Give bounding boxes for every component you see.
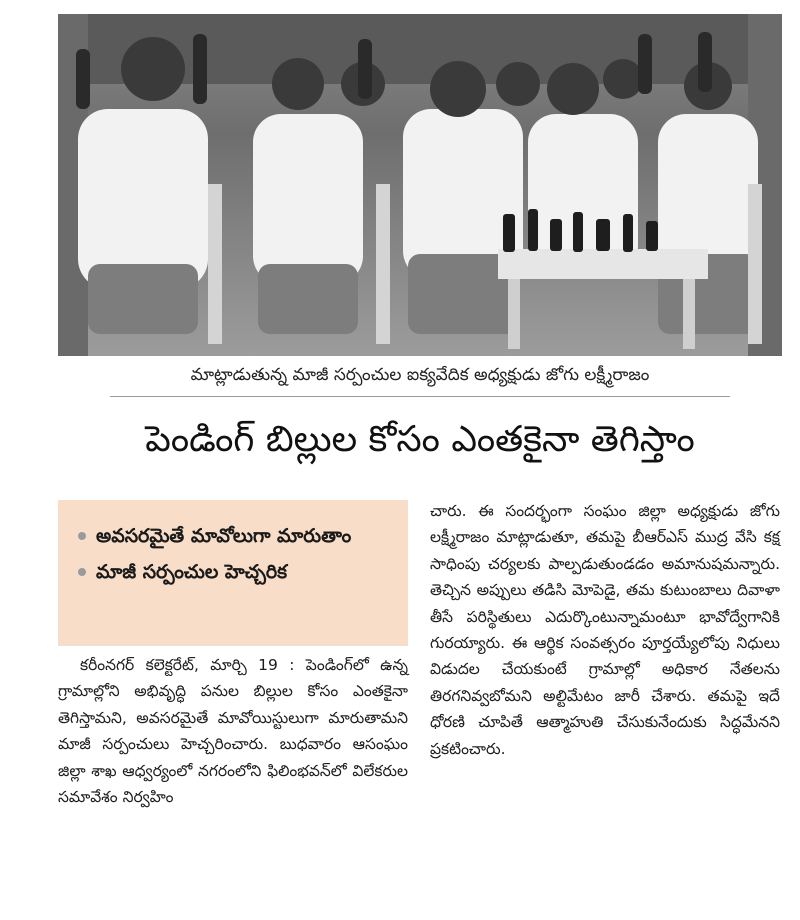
bullet-icon [78,532,86,540]
article-column-left [58,652,408,810]
bullet-icon [78,568,86,576]
highlights-box [58,500,408,646]
article-paragraph: కరీంనగర్ కలెక్టరేట్, మార్చి 19 : పెండింగ్‌లో ఉన్న గ్రామాల్లోని అభివృద్ధి పనుల బిల్లుల కోసం ఎంతకైనా తెగిస్తామని, అవసరమైతే మావోయిస్టులుగా మారుతామని మాజీ సర్పంచులు హెచ్చరించారు. బుధవారం ఆసంఘం జిల్లా శాఖ ఆధ్వర్యంలో నగరంలోని ఫిలింభవన్‌లో విలేకరుల సమావేశం నిర్వహిం [58,656,408,807]
article-paragraph: చారు. ఈ సందర్భంగా సంఘం జిల్లా అధ్యక్షుడు జోగు లక్ష్మీరాజం మాట్లాడుతూ, తమపై బీఆర్ఎస్ ముద్ర వేసి కక్ష సాధింపు చర్యలకు పాల్పడుతుండడం అమానుషమన్నారు. తెచ్చిన అప్పులు తడిసి మోపెడై, తమ కుటుంబాలు దివాళా తీసే పరిస్థితులు ఎదుర్కొంటున్నామంటూ భావోద్వేగానికి గురయ్యారు. ఈ ఆర్థిక సంవత్సరం పూర్తయ్యేలోపు నిధులు విడుదల చేయకుంటే గ్రామాల్లో అధికార నేతలను తిరగనివ్వబోమని అల్టిమేటం జారీ చేశారు. తమపై ఇదే ధోరణి చూపితే ఆత్మాహుతి చేసుకునేందుకు సిద్ధమేనని ప్రకటించారు. [430,502,780,758]
photo-caption: మాట్లాడుతున్న మాజీ సర్పంచుల ఐక్యవేదిక అధ్యక్షుడు జోగు లక్ష్మీరాజం [190,365,650,385]
headline: పెండింగ్ బిల్లుల కోసం ఎంతకైనా తెగిస్తాం [145,419,695,460]
highlight-item [72,554,394,590]
group-photo-image [58,14,782,356]
caption-divider [110,396,730,397]
article-column-right [430,498,780,762]
group-photo [58,14,782,356]
highlight-item [72,518,394,554]
highlight-text: మాజీ సర్పంచుల హెచ్చరిక [96,561,288,583]
highlight-text: అవసరమైతే మావోలుగా మారుతాం [96,525,352,547]
